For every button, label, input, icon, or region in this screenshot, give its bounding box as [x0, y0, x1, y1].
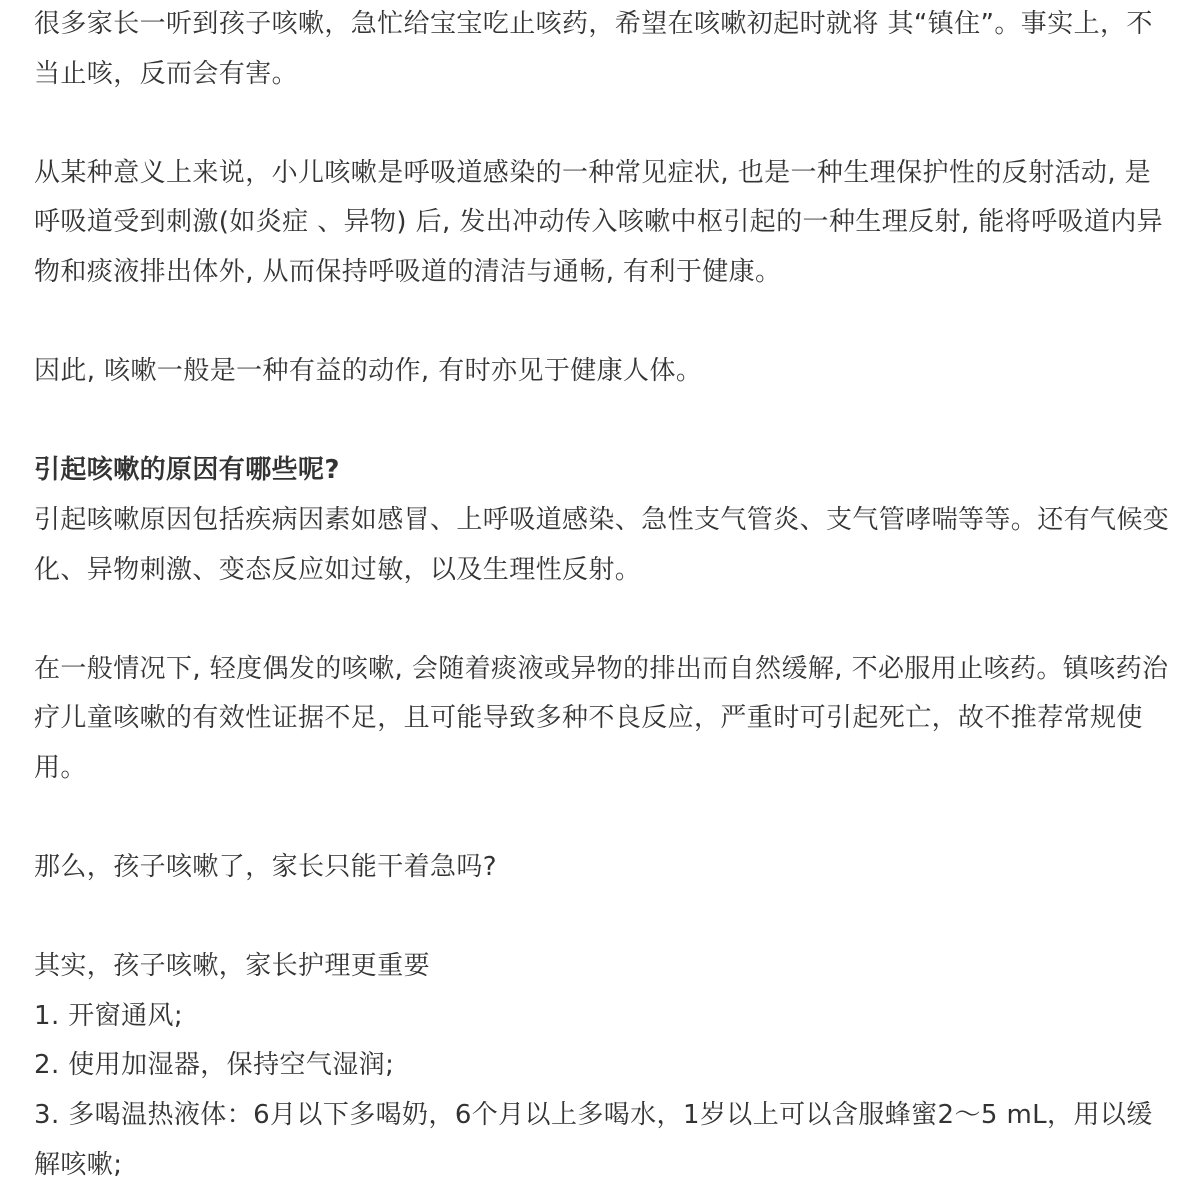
paragraph-gap [34, 893, 1172, 943]
paragraph-care-intro: 其实，孩子咳嗽，家长护理更重要 [34, 951, 431, 982]
paragraph-gap [34, 298, 1172, 348]
paragraph-gap [34, 794, 1172, 844]
paragraph-no-suppressant: 在一般情况下, 轻度偶发的咳嗽, 会随着痰液或异物的排出而自然缓解, 不必服用止咳药。镇咳药治疗儿童咳嗽的有效性证据不足，且可能导致多种不良反应，严重时可引起死亡，故不推荐常规使用。 [34, 653, 1169, 783]
paragraph-gap [34, 595, 1172, 645]
paragraph-intro: 很多家长一听到孩子咳嗽，急忙给宝宝吃止咳药，希望在咳嗽初起时就将 其“镇住”。事实上，不当止咳，反而会有害。 [34, 9, 1153, 89]
paragraph-causes: 引起咳嗽原因包括疾病因素如感冒、上呼吸道感染、急性支气管炎、支气管哮喘等等。还有气候变化、异物刺激、变态反应如过敏，以及生理性反射。 [34, 504, 1170, 585]
list-item: 3. 多喝温热液体：6月以下多喝奶，6个月以上多喝水，1岁以上可以含服蜂蜜2～5 mL，用以缓解咳嗽; [34, 1100, 1153, 1180]
list-item: 2. 使用加湿器，保持空气湿润; [34, 1050, 395, 1081]
paragraph-gap [34, 397, 1172, 447]
paragraph-beneficial: 因此, 咳嗽一般是一种有益的动作, 有时亦见于健康人体。 [34, 356, 703, 387]
paragraph-gap [34, 99, 1172, 149]
list-item: 1. 开窗通风; [34, 1000, 184, 1031]
section-heading-causes: 引起咳嗽的原因有哪些呢? [34, 455, 340, 486]
paragraph-question: 那么，孩子咳嗽了，家长只能干着急吗? [34, 852, 498, 883]
paragraph-cough-reflex: 从某种意义上来说，小儿咳嗽是呼吸道感染的一种常见症状, 也是一种生理保护性的反射活动, 是呼吸道受到刺激(如炎症 、异物) 后, 发出冲动传入咳嗽中枢引起的一种生理反射, 能将呼吸道内异物和痰液排出体外, 从而保持呼吸道的清洁与通畅, 有利于健康。 [34, 157, 1164, 287]
